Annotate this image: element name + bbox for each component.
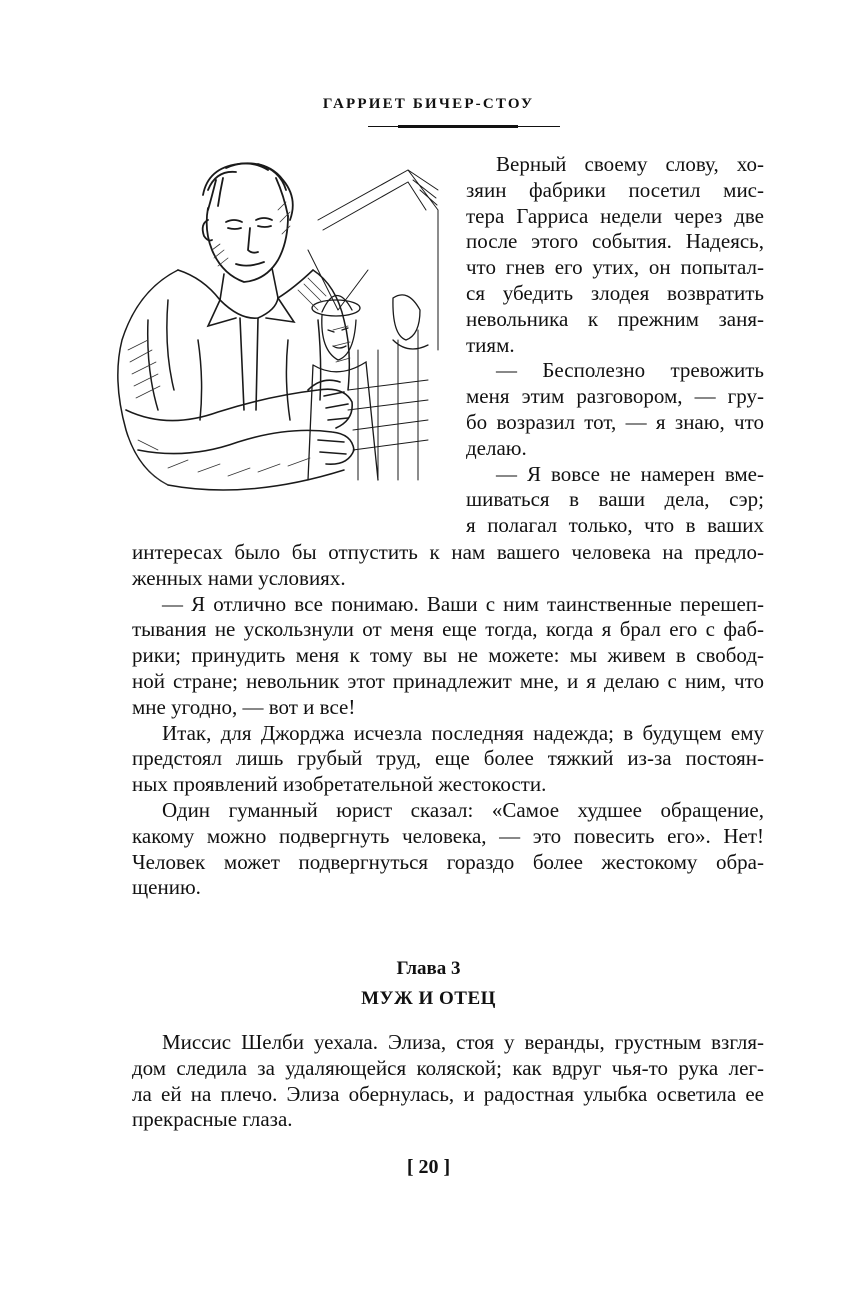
text-line: мне угодно, — вот и все!: [132, 694, 356, 719]
column-text: [466, 152, 764, 539]
text-line: Верный своему слову, хо-: [496, 152, 764, 176]
text-line: ла ей на плечо. Элиза обернулась, и радостная улыбка осветила ее: [132, 1081, 764, 1106]
running-head: ГАРРИЕТ БИЧЕР-СТОУ: [322, 96, 535, 112]
text-line: — Бесполезно тревожить: [496, 358, 764, 383]
page-number: [ 20 ]: [406, 1156, 451, 1178]
text-line: что гнев его утих, он попытал-: [466, 255, 764, 280]
body-text: [132, 540, 764, 901]
text-line: предстоял лишь грубый труд, еще более тяжкий из-за постоян-: [132, 746, 764, 771]
text-line: тера Гарриса недели через две: [466, 203, 764, 228]
text-line: невольника к прежним заня-: [466, 306, 764, 331]
text-line: делаю.: [466, 435, 527, 460]
text-line: какому можно подвергнуть человека, — это повесить его». Нет!: [132, 823, 764, 848]
text-line: после этого события. Надеясь,: [466, 229, 764, 254]
text-line: — Я вовсе не намерен вме-: [496, 461, 764, 486]
chapter-text: [132, 1030, 764, 1133]
text-line: дом следила за удаляющейся коляской; как вдруг чья-то рука лег-: [132, 1055, 764, 1080]
text-line: зяин фабрики посетил мис-: [466, 177, 764, 202]
text-line: Итак, для Джорджа исчезла последняя надежда; в будущем ему: [162, 720, 764, 745]
text-line: ных проявлений изобретательной жестокости.: [132, 772, 547, 797]
text-line: ся убедить злодея возвратить: [466, 280, 764, 305]
text-line: ной стране; невольник этот принадлежит мне, и я делаю с ним, что: [132, 668, 764, 693]
engraving-young-man-with-figures-icon: [108, 150, 448, 505]
text-line: Человек может подвергнуться гораздо более жестокому обра-: [132, 849, 764, 874]
text-line: бо возразил тот, — я знаю, что: [466, 409, 764, 434]
text-line: тывания не ускользнули от меня еще тогда, когда я брал его с фаб-: [132, 617, 764, 642]
text-line: тиям.: [466, 332, 515, 357]
text-line: рики; принудить меня к тому вы не можете: мы живем в свобод-: [132, 643, 764, 668]
text-line: шиваться в ваши дела, сэр;: [466, 487, 764, 512]
chapter-title: МУЖ И ОТЕЦ: [361, 988, 496, 1009]
text-line: щению.: [132, 875, 201, 900]
text-line: Миссис Шелби уехала. Элиза, стоя у веранды, грустным взгля-: [162, 1030, 764, 1054]
text-line: прекрасные глаза.: [132, 1107, 293, 1132]
text-line: меня этим разговором, — гру-: [466, 384, 764, 409]
chapter-number: Глава 3: [396, 958, 461, 979]
header-rule-accent: [398, 125, 518, 128]
text-line: — Я отлично все понимаю. Ваши с ним таинственные перешеп-: [162, 591, 764, 616]
text-line: интересах было бы отпустить к нам вашего человека на предло-: [132, 540, 764, 564]
text-line: женных нами условиях.: [132, 565, 346, 590]
text-line: я полагал только, что в ваших: [466, 513, 764, 538]
text-line: Один гуманный юрист сказал: «Самое худшее обращение,: [162, 797, 764, 822]
